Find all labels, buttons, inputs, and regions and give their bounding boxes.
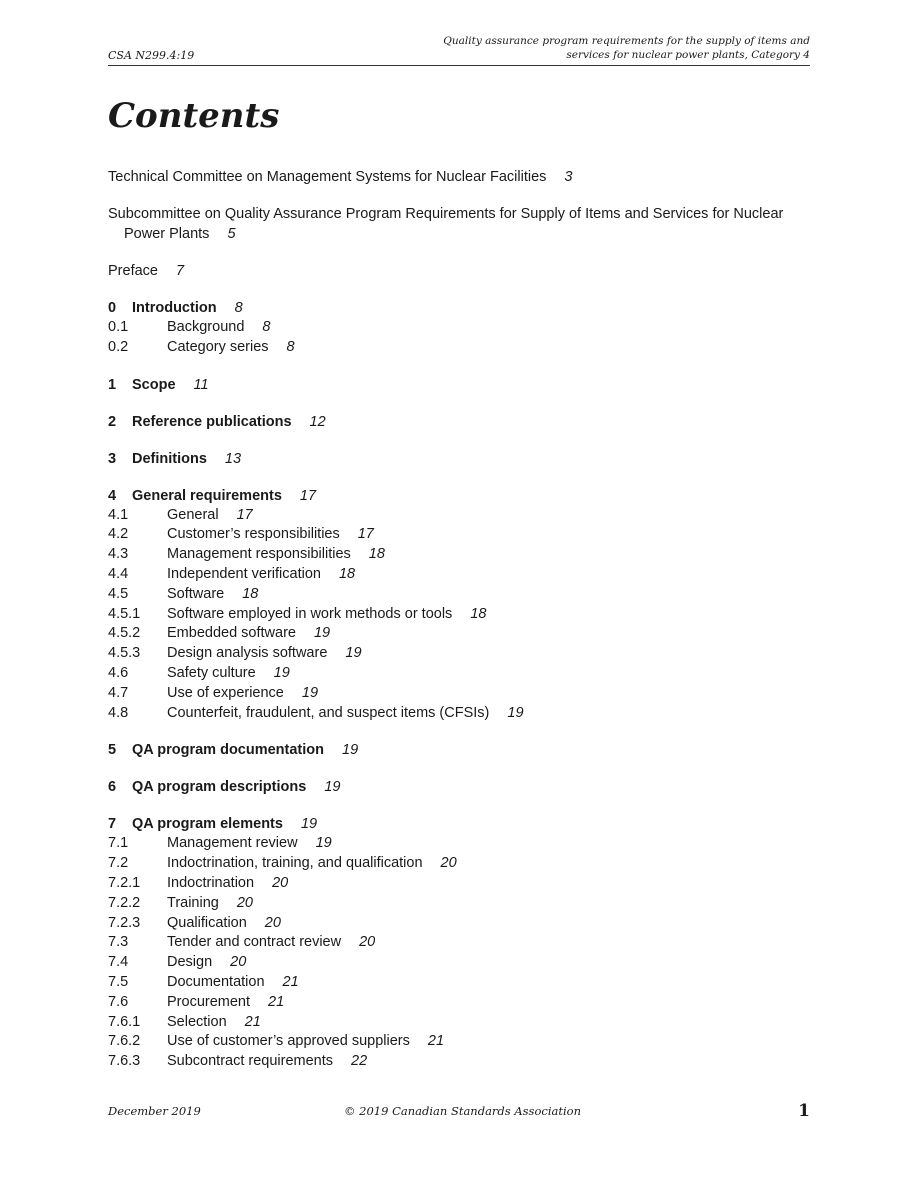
toc-page-number: 19 [342,742,359,759]
toc-section-number: 6 [108,779,117,796]
toc-subsection-number: 7.1 [108,835,129,852]
toc-section-3 [108,449,810,469]
header-title-line-1: Quality assurance program requirements for the supply of items and [443,35,810,47]
toc-subsection-title: Indoctrination [167,874,255,891]
toc-subsection-title: Qualification [167,914,247,931]
toc-entry-technical-committee[interactable] [108,167,810,187]
toc-page-number: 21 [282,973,299,990]
footer-copyright: © 2019 Canadian Standards Association [344,1104,581,1118]
toc-page-number: 19 [301,684,319,701]
toc-page-number: 19 [273,664,290,681]
toc-section-number: 7 [108,816,117,833]
toc-section-title: Reference publications [132,413,292,430]
toc-page-number: 11 [193,376,209,393]
toc-page-number: 5 [227,226,236,242]
toc-subsection-number: 4.7 [108,684,129,701]
toc-section-heading[interactable] [108,814,810,834]
toc-subsection-title: Subcontract requirements [167,1053,334,1070]
toc-page-number: 19 [345,645,362,662]
toc-page-number: 18 [368,546,385,563]
toc-page-number: 20 [359,934,376,951]
toc-subsection-entry[interactable] [108,914,810,934]
toc-section-number: 0 [108,300,117,316]
toc-subsection-title: Software employed in work methods or tools [167,605,453,622]
toc-section-2 [108,412,810,432]
toc-subsection-entry[interactable] [108,973,810,993]
toc-subsection-entry[interactable] [108,506,810,526]
toc-section-5 [108,740,810,760]
toc-sections [108,298,810,1072]
toc-section-4 [108,486,810,724]
toc-page-number: 21 [268,993,285,1010]
toc-subsection-entry[interactable] [108,624,810,644]
toc-subsection-entry[interactable] [108,704,810,724]
toc-subsection-number: 4.5.2 [108,625,141,642]
toc-section-title: Introduction [132,300,217,316]
toc-subsection-entry[interactable] [108,874,810,894]
toc-subsection-number: 7.5 [108,973,129,990]
toc-page-number: 7 [175,263,185,279]
toc-page-number: 12 [309,413,326,430]
toc-subsection-entry[interactable] [108,338,810,358]
toc-subsection-number: 7.2 [108,855,129,872]
toc-page-number: 21 [427,1033,445,1050]
toc-subsection-title: Design analysis software [167,645,328,662]
toc-subsection-number: 4.5.3 [108,645,141,662]
toc-section-heading[interactable] [108,486,810,506]
header-title-line-2: services for nuclear power plants, Category 4 [566,49,810,61]
toc-subsection-number: 4.8 [108,704,129,721]
toc-entry-subcommittee[interactable] [108,204,810,244]
toc-subsection-title: Safety culture [167,664,256,681]
toc-subsection-number: 7.6.1 [108,1013,141,1030]
toc-subsection-number: 0.2 [108,338,129,355]
toc-subsection-title: Use of customer’s approved suppliers [167,1033,410,1050]
toc-subsection-entry[interactable] [108,525,810,545]
toc-subsection-entry[interactable] [108,834,810,854]
toc-section-number: 4 [108,487,117,504]
toc-subsection-title: General [167,506,219,523]
toc-section-title: QA program descriptions [132,779,307,796]
toc-section-title: General requirements [132,487,282,504]
toc-subsection-title: Software [167,585,225,602]
toc-subsection-number: 4.3 [108,546,129,563]
toc-page-number: 8 [234,300,243,316]
toc-subsection-entry[interactable] [108,545,810,565]
footer-date: December 2019 [108,1104,201,1118]
toc-subsection-title: Independent verification [167,565,321,582]
footer-page-number: 1 [798,1101,810,1121]
toc-subsection-number: 7.2.1 [108,874,141,891]
toc-subsection-title: Background [167,319,245,335]
toc-page-number: 17 [236,506,253,523]
toc-section-number: 2 [108,413,117,430]
toc-subsection-number: 7.6.3 [108,1053,141,1070]
table-of-contents [108,167,810,1089]
toc-subsection-entry[interactable] [108,565,810,585]
toc-subsection-title: Management responsibilities [167,546,351,563]
header-rule [108,65,810,66]
header-document-title [390,34,810,62]
toc-subsection-number: 4.5 [108,585,129,602]
toc-subsection-number: 0.1 [108,319,129,335]
toc-entry-label: Technical Committee on Management Systems for Nuclear Facilities [108,169,547,185]
toc-subsection-number: 7.6.2 [108,1033,141,1050]
toc-section-heading[interactable] [108,777,810,797]
toc-subsection-entry[interactable] [108,664,810,684]
toc-subsection-entry[interactable] [108,585,810,605]
toc-subsection-title: Category series [167,338,269,355]
toc-subsection-entry[interactable] [108,684,810,704]
toc-subsection-entry[interactable] [108,318,810,338]
toc-page-number: 18 [338,565,356,582]
toc-page-number: 18 [470,605,487,622]
toc-page-number: 20 [264,914,281,931]
toc-page-number: 18 [242,585,259,602]
toc-subsection-title: Procurement [167,993,251,1010]
toc-page-number: 20 [440,855,457,872]
toc-section-title: Scope [132,376,176,393]
toc-subsection-title: Tender and contract review [167,934,342,951]
toc-subsection-title: Documentation [167,973,265,990]
toc-section-6 [108,777,810,797]
toc-subsection-title: Indoctrination, training, and qualification [167,855,423,872]
toc-page-number: 19 [324,779,341,796]
toc-subsection-entry[interactable] [108,953,810,973]
toc-subsection-number: 7.6 [108,993,129,1010]
toc-subsection-entry[interactable] [108,644,810,664]
toc-section-number: 3 [108,450,117,467]
toc-page-number: 13 [224,450,242,467]
toc-subsection-title: Management review [167,835,298,852]
toc-page-number: 22 [351,1053,368,1070]
toc-page-number: 19 [507,704,524,721]
toc-section-number: 5 [108,742,117,759]
page-title: Contents [108,96,280,136]
toc-subsection-entry[interactable] [108,993,810,1013]
toc-subsection-number: 7.2.2 [108,894,141,911]
toc-subsection-title: Counterfeit, fraudulent, and suspect items (CFSIs) [167,704,490,721]
toc-section-heading[interactable] [108,375,810,395]
toc-subsection-title: Embedded software [167,625,296,642]
toc-subsection-number: 4.6 [108,664,129,681]
toc-section-title: QA program documentation [132,742,324,759]
toc-subsection-entry[interactable] [108,854,810,874]
toc-subsection-number: 7.3 [108,934,129,951]
toc-subsection-title: Selection [167,1013,227,1030]
toc-subsection-entry[interactable] [108,894,810,914]
toc-subsection-number: 4.1 [108,506,129,523]
toc-section-heading[interactable] [108,740,810,760]
toc-page-number: 8 [262,319,271,335]
toc-page-number: 19 [300,816,318,833]
toc-page-number: 8 [286,338,295,355]
toc-section-heading[interactable] [108,449,810,469]
header-document-id: CSA N299.4:19 [108,49,195,62]
toc-subsection-entry[interactable] [108,605,810,625]
toc-section-7 [108,814,810,1072]
toc-page-number: 20 [272,874,289,891]
toc-page-number: 20 [230,954,247,971]
toc-subsection-number: 7.2.3 [108,914,141,931]
toc-subsection-title: Use of experience [167,684,284,701]
page-footer [108,1101,810,1124]
toc-section-title: Definitions [132,450,207,467]
toc-section-0 [108,298,810,358]
toc-section-1 [108,375,810,395]
toc-page-number: 21 [244,1013,261,1030]
toc-page-number: 17 [357,526,374,543]
toc-subsection-title: Training [167,894,219,911]
toc-page-number: 17 [299,487,317,504]
toc-page-number: 3 [564,169,573,185]
toc-subsection-number: 4.4 [108,565,129,582]
toc-subsection-entry[interactable] [108,1052,810,1072]
toc-subsection-title: Customer’s responsibilities [167,526,340,543]
toc-subsection-number: 4.2 [108,526,129,543]
toc-subsection-title: Design [167,954,213,971]
toc-entry-label: Subcommittee on Quality Assurance Program Requirements for Supply of Items and Services for Nuclear Power Plants [108,206,784,242]
toc-page-number: 19 [313,625,331,642]
toc-entry-label: Preface [108,263,158,279]
toc-page-number: 19 [315,835,332,852]
toc-section-number: 1 [108,376,117,393]
toc-subsection-number: 4.5.1 [108,605,141,622]
toc-section-title: QA program elements [132,816,283,833]
toc-entry-preface[interactable] [108,261,810,281]
toc-subsection-entry[interactable] [108,1013,810,1033]
toc-page-number: 20 [236,894,253,911]
toc-subsection-entry[interactable] [108,933,810,953]
toc-section-heading[interactable] [108,298,810,318]
toc-section-heading[interactable] [108,412,810,432]
toc-subsection-entry[interactable] [108,1032,810,1052]
toc-subsection-number: 7.4 [108,954,129,971]
